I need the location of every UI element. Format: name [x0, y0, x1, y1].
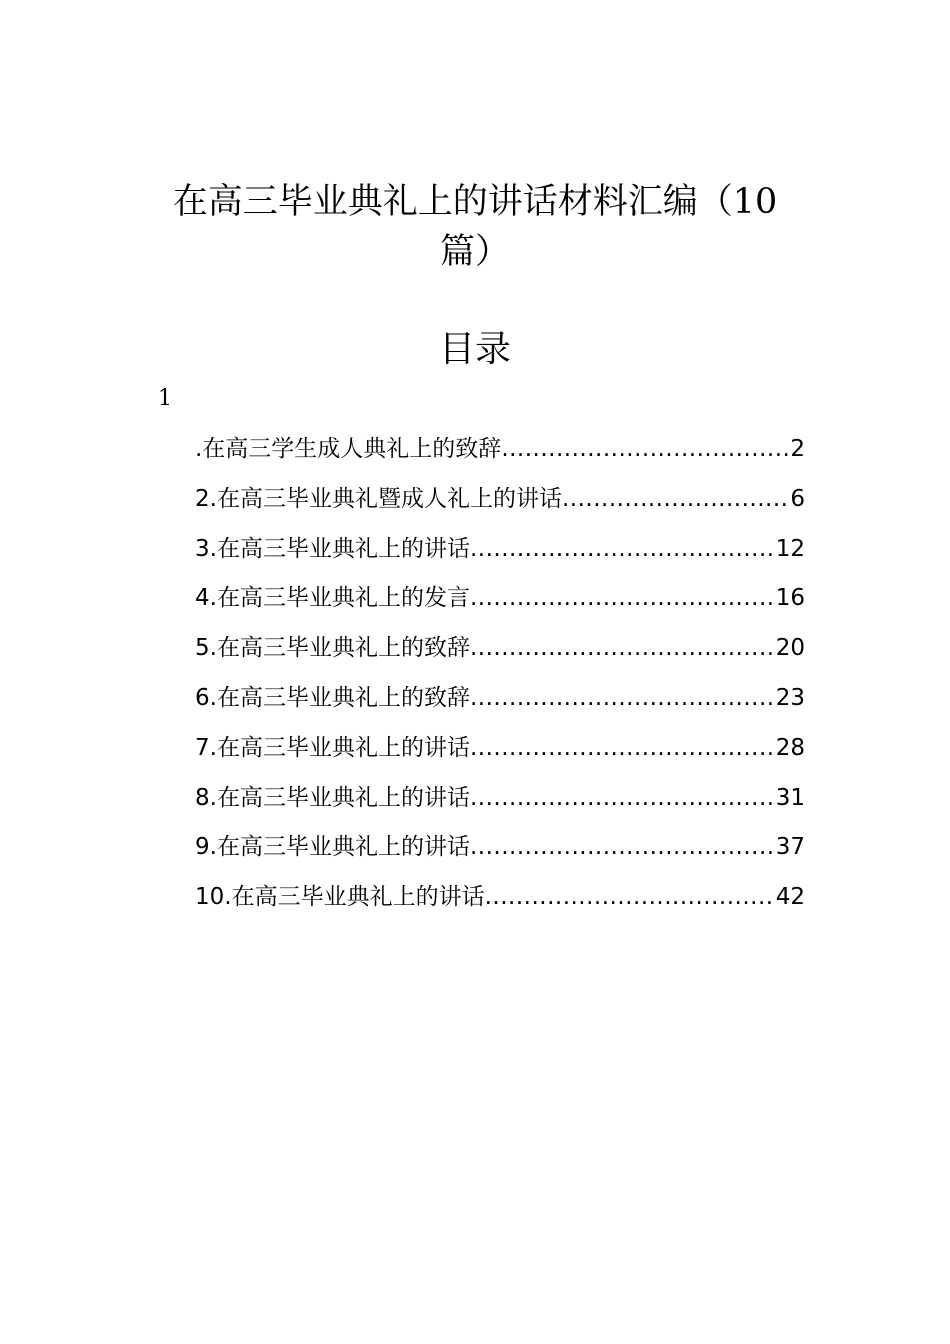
- document-title-continued: 篇）: [439, 232, 510, 272]
- toc-entry[interactable]: [195, 482, 805, 532]
- toc-entry[interactable]: [195, 731, 805, 781]
- toc-dot-leader: [470, 830, 774, 864]
- document-title: [120, 177, 830, 227]
- document-title-text: 在高三毕业典礼上的讲话材料汇编（: [172, 182, 733, 222]
- toc-entry[interactable]: [195, 432, 805, 482]
- toc-dot-leader: [485, 880, 774, 914]
- toc-dot-leader: [470, 581, 774, 615]
- toc-entry-page: 6: [790, 485, 805, 512]
- toc-entry-label: 3.在高三毕业典礼上的讲话: [195, 535, 470, 562]
- toc-dot-leader: [470, 532, 774, 566]
- toc-entry[interactable]: [195, 681, 805, 731]
- toc-dot-leader: [470, 681, 774, 715]
- toc-entry-label: .在高三学生成人典礼上的致辞: [195, 436, 502, 462]
- toc-entry[interactable]: [195, 581, 805, 631]
- toc-entry-page: 42: [775, 884, 805, 911]
- toc-dot-leader: [562, 482, 788, 516]
- toc-entry-label: 2.在高三毕业典礼暨成人礼上的讲话: [195, 485, 562, 512]
- toc-entry-label: 4.在高三毕业典礼上的发言: [195, 585, 470, 612]
- toc-entry-page: 28: [775, 734, 805, 761]
- toc-entry[interactable]: [195, 830, 805, 880]
- toc-entry-page: 23: [775, 684, 805, 711]
- toc-entry-label: 6.在高三毕业典礼上的致辞: [195, 684, 470, 711]
- toc-entry[interactable]: [195, 880, 805, 930]
- toc-entry-label: 5.在高三毕业典礼上的致辞: [195, 635, 470, 662]
- toc-heading: 目录: [438, 329, 511, 370]
- toc-entry-label: 7.在高三毕业典礼上的讲话: [195, 734, 470, 761]
- toc-entry[interactable]: [195, 532, 805, 582]
- toc-dot-leader: [470, 631, 774, 665]
- toc-entry-page: 16: [775, 585, 805, 612]
- table-of-contents: [195, 432, 805, 930]
- document-title-count: 10: [732, 182, 778, 222]
- toc-dot-leader: [470, 731, 774, 765]
- toc-entry[interactable]: [195, 631, 805, 681]
- toc-dot-leader: [501, 432, 788, 466]
- toc-entry-page: 2: [790, 436, 805, 462]
- toc-entry[interactable]: [195, 781, 805, 831]
- toc-entry-page: 20: [775, 635, 805, 662]
- toc-entry-label: 10.在高三毕业典礼上的讲话: [195, 884, 485, 911]
- toc-entry-page: 31: [775, 784, 805, 811]
- toc-entry-page: 37: [775, 834, 805, 861]
- toc-dot-leader: [470, 781, 774, 815]
- toc-entry-label: 8.在高三毕业典礼上的讲话: [195, 784, 470, 811]
- stray-number: 1: [158, 386, 172, 411]
- toc-entry-page: 12: [775, 535, 805, 562]
- toc-entry-label: 9.在高三毕业典礼上的讲话: [195, 834, 470, 861]
